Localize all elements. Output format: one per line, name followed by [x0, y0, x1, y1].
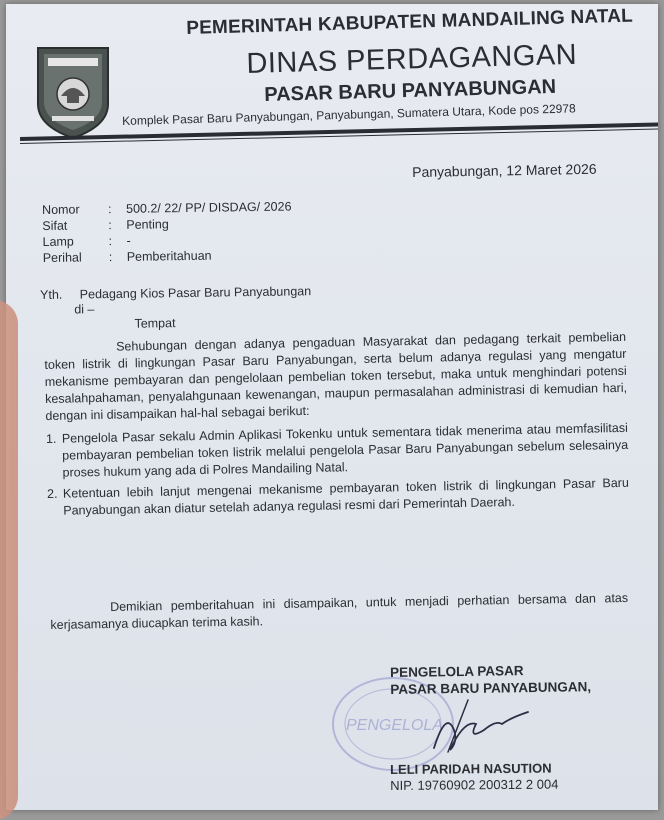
header-divider-thick: [20, 122, 658, 141]
meta-value: Penting: [126, 217, 169, 232]
signature-title-line1: PENGELOLA PASAR: [390, 663, 524, 680]
meta-value: Pemberitahuan: [126, 248, 212, 264]
list-item: 1. Pengelola Pasar sekalu Admin Aplikasi Tokenku untuk sementara tidak menerima atau memfasilitasi pembayaran pembelian token listrik melalui pengelola Pasar Baru Panyabungan sebelum selesainya proses hukum yang ada di Polres Mandailing Natal.: [60, 420, 629, 482]
signature-title-line2: PASAR BARU PANYABUNGAN,: [390, 679, 592, 697]
letter-paper: [6, 4, 658, 810]
recipient-name: Pedagang Kios Pasar Baru Panyabungan: [79, 284, 312, 302]
meta-sep: :: [108, 250, 113, 265]
recipient-label: Yth.: [40, 287, 63, 302]
meta-key: Lamp: [42, 234, 74, 249]
recipient-di: di –: [74, 302, 95, 317]
recipient-block: [40, 284, 312, 333]
body-list: [46, 420, 630, 520]
meta-key: Perihal: [42, 250, 82, 265]
recipient-place: Tempat: [134, 316, 176, 331]
letter-body: [44, 329, 629, 524]
header-government: PEMERINTAH KABUPATEN MANDAILING NATAL: [186, 5, 634, 39]
header-address: Komplek Pasar Baru Panyabungan, Panyabungan, Sumatera Utara, Kode pos 22978: [122, 101, 576, 128]
meta-sep: :: [108, 202, 112, 217]
body-intro: Sehubungan dengan adanya pengaduan Masyarakat dan pedagang terkait pembelian token listrik di lingkungan Pasar Baru Panyabungan, serta belum adanya regulasi yang mengatur mekanisme pembayaran dan pengelolaan pembelian token tersebut, maka untuk menghindari potensi kesalahpahaman, penyalahgunaan kewenangan, maupun permasalahan administrasi di kemudian hari, dengan ini disampaikan hal-hal sebagai berikut:: [44, 329, 628, 423]
letter-date: Panyabungan, 12 Maret 2026: [412, 160, 597, 180]
signer-block: [390, 761, 558, 794]
meta-sep: :: [108, 218, 112, 233]
meta-value: -: [126, 233, 131, 248]
body-closing: Demikian pemberitahuan ini disampaikan, untuk menjadi perhatian bersama dan atas kerjasamanya diucapkan terima kasih.: [50, 590, 629, 632]
meta-sep: :: [108, 234, 113, 249]
handwritten-signature: [424, 690, 534, 760]
letter-meta: [42, 199, 292, 266]
header-market: PASAR BARU PANYABUNGAN: [264, 75, 557, 106]
meta-key: Nomor: [42, 202, 80, 217]
signer-nip: NIP. 19760902 200312 2 004: [390, 776, 559, 793]
meta-key: Sifat: [42, 218, 68, 233]
list-item: 2. Ketentuan lebih lanjut mengenai mekanisme pembayaran token listrik di lingkungan Pasar Baru Panyabungan akan diatur setelah adanya regulasi resmi dari Pemerintah Daerah.: [61, 475, 630, 520]
stamp-text: PENGELOLA: [346, 717, 443, 734]
signer-name: LELI PARIDAH NASUTION: [390, 760, 552, 777]
meta-row: [43, 247, 293, 266]
thumb-edge: [0, 300, 18, 820]
meta-value: 500.2/ 22/ PP/ DISDAG/ 2026: [126, 199, 292, 216]
header-department: DINAS PERDAGANGAN: [246, 38, 578, 80]
regency-emblem-logo: [34, 42, 112, 140]
